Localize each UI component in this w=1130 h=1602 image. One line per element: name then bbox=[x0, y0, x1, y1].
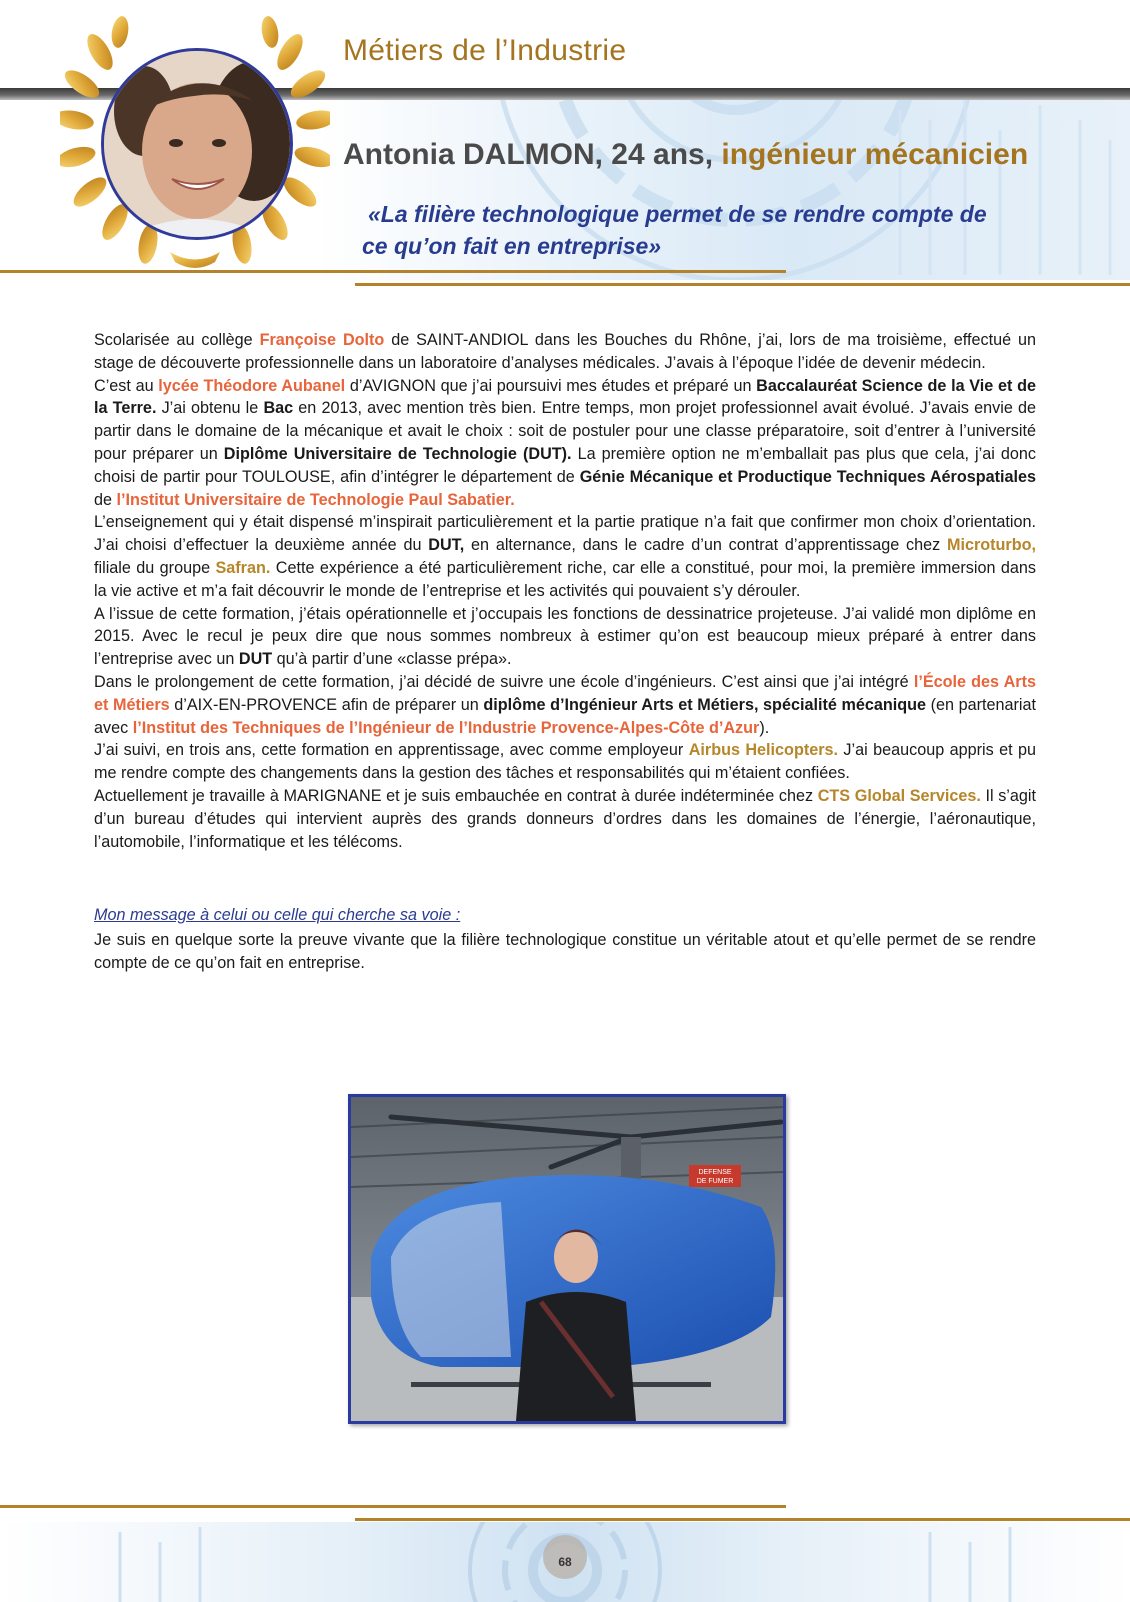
photo-sign-text-2: DE FUMER bbox=[696, 1178, 734, 1185]
paragraph-7 bbox=[94, 785, 1036, 853]
helicopter-photo-illustration bbox=[351, 1097, 783, 1421]
footer-rule-lower bbox=[355, 1518, 1130, 1521]
text-run: d’AIX-EN-PROVENCE afin de préparer un bbox=[169, 695, 484, 714]
text-run: en 2013, avec mention très bien. Entre temps, mon projet professionnel avait évolué. J’avais envie de partir dans le domaine de la mécanique et avait le choix : soit de postuler pour une classe préparatoire, soit d’entrer à l’université pour préparer un bbox=[94, 399, 1036, 463]
quote bbox=[362, 198, 1028, 262]
text-run: Françoise Dolto bbox=[259, 331, 385, 349]
article-body bbox=[94, 329, 1036, 853]
text-run: J’ai obtenu le bbox=[156, 399, 264, 418]
text-run: de SAINT-ANDIOL dans les Bouches du Rhône, j’ai, lors de ma troisième, effectué un stage de découverte professionnelle dans un laboratoire d’analyses médicales. J’avais à l’époque l’idée de devenir médecin. bbox=[94, 331, 1037, 372]
text-run: CTS Global Services. bbox=[817, 786, 981, 805]
text-run: DUT bbox=[238, 650, 273, 669]
text-run: Airbus Helicopters. bbox=[688, 741, 839, 760]
text-run: ). bbox=[759, 718, 770, 737]
text-run: DUT, bbox=[428, 536, 465, 555]
portrait-photo bbox=[101, 48, 293, 240]
message-heading: Mon message à celui ou celle qui cherche sa voie : bbox=[94, 906, 461, 924]
text-run: de bbox=[94, 490, 117, 509]
text-run: Cette expérience a été particulièrement riche, car elle a constitué, pour moi, la première immersion dans la vie active et m’a fait découvrir le monde de l’entreprise et les activités qui pouvaient s’y dérouler. bbox=[94, 558, 1036, 600]
text-run: (en partenariat avec bbox=[94, 695, 1037, 737]
text-run: l’École des Arts et Métiers bbox=[94, 672, 1036, 714]
text-run: qu’à partir d’une «classe prépa». bbox=[272, 650, 512, 669]
person-job: ingénieur mécanicien bbox=[721, 138, 1029, 171]
photo-sign-text-1: DEFENSE bbox=[698, 1169, 732, 1176]
quote-line-1: «La filière technologique permet de se rendre compte de bbox=[368, 201, 987, 227]
text-run: diplôme d’Ingénieur Arts et Métiers, spécialité mécanique bbox=[483, 695, 927, 714]
text-run: d’AVIGNON que j’ai poursuivi mes études et préparé un bbox=[345, 376, 757, 395]
message-text: Je suis en quelque sorte la preuve vivante que la filière technologique constitue un véritable atout et qu’elle permet de se rendre compte de ce qu’on fait en entreprise. bbox=[94, 931, 1036, 972]
person-name: Antonia DALMON, 24 ans, bbox=[343, 138, 722, 171]
text-run: Microturbo, bbox=[946, 536, 1036, 555]
text-run: Génie Mécanique et Productique Techniques Aérospatiales bbox=[579, 467, 1036, 486]
text-run: Dans le prolongement de cette formation, j’ai décidé de suivre une école d’ingénieurs. C’est ainsi que j’ai intégré bbox=[94, 672, 914, 691]
text-run: filiale du groupe bbox=[94, 558, 216, 577]
portrait-illustration bbox=[104, 51, 290, 237]
paragraph-1 bbox=[94, 329, 1036, 375]
paragraph-2 bbox=[94, 375, 1036, 512]
text-run: Actuellement je travaille à MARIGNANE et je suis embauchée en contrat à durée indéterminée chez bbox=[94, 786, 818, 805]
text-run: l’Institut des Techniques de l’Ingénieur de l’Industrie Provence-Alpes-Côte d’Azur bbox=[132, 718, 760, 737]
text-run: C’est au bbox=[94, 376, 159, 395]
text-run: J’ai beaucoup appris et pu me rendre compte des changements dans la gestion des tâches et responsabilités qui m’étaient confiées. bbox=[94, 741, 1036, 783]
text-run: Safran. bbox=[215, 558, 271, 577]
paragraph-6 bbox=[94, 739, 1036, 785]
text-run: Il s’agit d’un bureau d’études qui intervient auprès des grands donneurs d’ordres dans les domaines de l’énergie, l’aéronautique, l’automobile, l’informatique et les télécoms. bbox=[94, 786, 1037, 851]
paragraph-4 bbox=[94, 603, 1036, 671]
header-rule-lower bbox=[355, 283, 1130, 286]
text-run: Bac bbox=[263, 399, 294, 418]
text-run: J’ai suivi, en trois ans, cette formation en apprentissage, avec comme employeur bbox=[94, 741, 689, 760]
paragraph-5 bbox=[94, 671, 1036, 739]
person-heading bbox=[343, 138, 1028, 172]
text-run: L’enseignement qui y était dispensé m’inspirait particulièrement et la partie pratique n’a fait que confirmer mon choix d’orientation. J’ai choisi d’effectuer la deuxième année du bbox=[94, 513, 1036, 555]
text-run: A l’issue de cette formation, j’étais opérationnelle et j’occupais les fonctions de dessinatrice projeteuse. J’ai validé mon diplôme en 2015. Avec le recul je peux dire que nous sommes nombreux à estimer qu’on est beaucoup mieux préparé à entrer dans l’entreprise avec un bbox=[94, 604, 1036, 669]
text-run: La première option ne m’emballait pas plus que cela, j’ai donc choisi de partir pour TOULOUSE, afin d’intégrer le département de bbox=[94, 444, 1036, 486]
text-run: lycée Théodore Aubanel bbox=[158, 376, 346, 395]
text-run: Scolarisée au collège bbox=[94, 331, 260, 349]
text-run: l’Institut Universitaire de Technologie Paul Sabatier. bbox=[116, 490, 515, 509]
quote-line-2: ce qu’on fait en entreprise» bbox=[362, 233, 662, 259]
section-title: Métiers de l’Industrie bbox=[343, 34, 627, 67]
text-run: Baccalauréat Science de la Vie et de la Terre. bbox=[94, 376, 1036, 418]
page-number: 68 bbox=[558, 1555, 572, 1569]
text-run: Diplôme Universitaire de Technologie (DUT). bbox=[223, 444, 572, 463]
helicopter-photo bbox=[348, 1094, 786, 1424]
text-run: en alternance, dans le cadre d’un contrat d’apprentissage chez bbox=[464, 536, 947, 555]
paragraph-3 bbox=[94, 511, 1036, 602]
header-rule-upper bbox=[0, 270, 786, 273]
footer-rule-upper bbox=[0, 1505, 786, 1508]
